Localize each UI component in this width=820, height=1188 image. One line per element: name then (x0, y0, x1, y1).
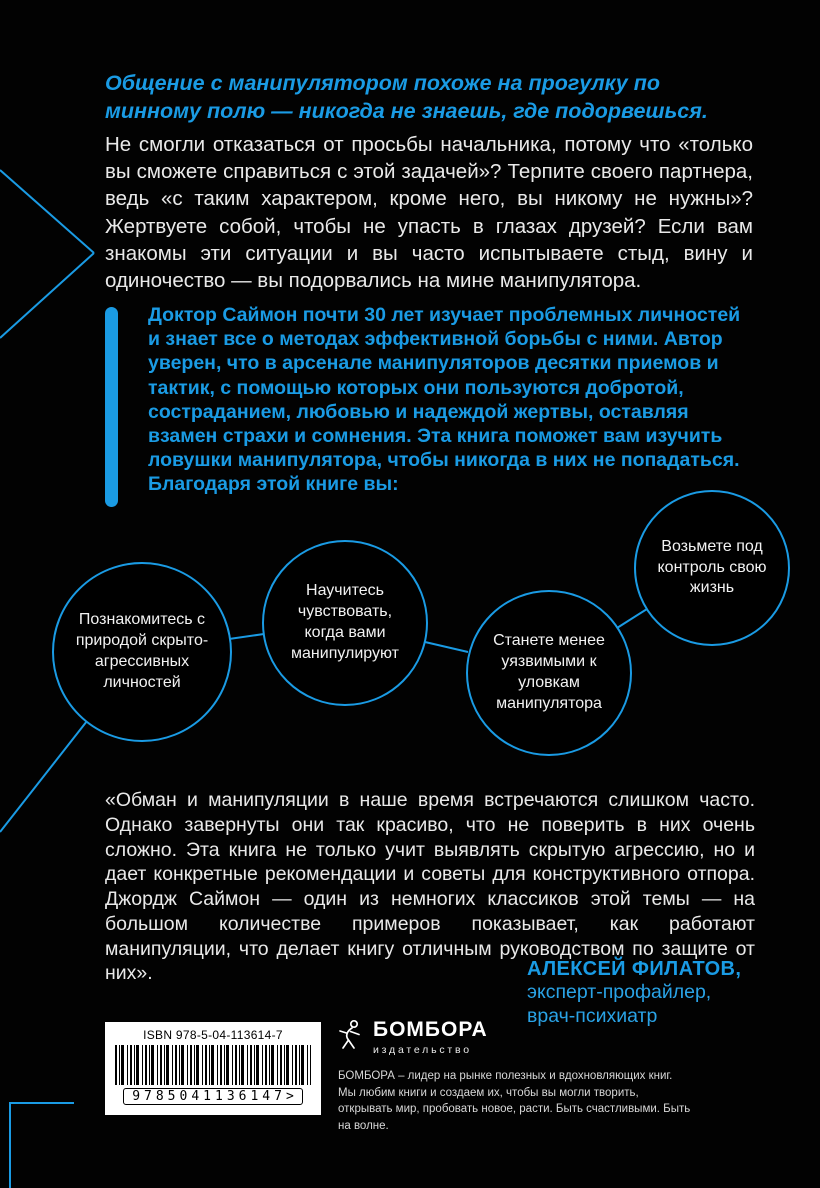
barcode-bars (115, 1045, 311, 1085)
barcode-digits: 9785041136147> (123, 1088, 303, 1105)
publisher-about-text: БОМБОРА – лидер на рынке полезных и вдохновляющих книг. Мы любим книги и создаем их, чтобы вы могли творить, открывать мир, пробовать новое, расти. Быть счастливыми. Быть на волне. (338, 1070, 691, 1133)
bombora-logo-icon (338, 1019, 364, 1056)
about-text: Доктор Саймон почти 30 лет изучает проблемных личностей и знает все о методах эффективной борьбы с ними. Автор уверен, что в арсенале манипуляторов десятки приемов и тактик, с помощью которых они пользуются добротой, состраданием, любовью и надеждой жертвы, оставляя взамен страхи и сомнения. Эта книга поможет вам изучить ловушки манипулятора, чтобы никогда в них не попадаться. (148, 304, 741, 472)
intro-heading: Общение с манипулятором похоже на прогулку по минному полю — никогда не знаешь, где подорвешься. (105, 71, 708, 123)
review-author-name: АЛЕКСЕЙ ФИЛАТОВ, (527, 958, 742, 980)
publisher-logo-row (338, 1018, 692, 1056)
accent-bar (105, 307, 118, 507)
intro-body: Не смогли отказаться от просьбы начальника, потому что «только вы сможете справиться с этой задачей»? Терпите своего партнера, ведь «с таким характером, кроме него, вы никому не нужны»? Жертвуете собой, чтобы не упасть в глазах друзей? Если вам знакомы эти ситуации и вы часто испытываете стыд, вину и одиночество — вы подорвались на мине манипулятора. (105, 132, 753, 293)
benefit-circle-2 (262, 540, 428, 706)
review-quote: «Обман и манипуляции в наше время встречаются слишком часто. Однако завернуты они так красиво, что не поверить в них очень сложно. Эта книга не только учит выявлять скрытую агрессию, но и дает конкретные рекомендации и советы для конструктивного отпора. Джордж Саймон — один из немногих классиков этой темы — на большом количестве примеров показывает, как работают манипуляции, что делает книгу отличным руководством по защите от них». (105, 789, 755, 985)
benefit-label-1: Познакомитесь с природой скрыто-агрессивных личностей (75, 611, 209, 691)
benefit-label-2: Научитесь чувствовать, когда вами манипулируют (291, 582, 399, 662)
review-author-role-1: эксперт-профайлер, (527, 981, 712, 1003)
publisher-type: издательство (373, 1044, 472, 1056)
publisher-block (338, 1018, 692, 1135)
benefit-label-4: Возьмете под контроль свою жизнь (657, 537, 767, 597)
publisher-wordmark (373, 1018, 488, 1056)
intro-section (105, 70, 753, 294)
benefit-circle-1 (52, 562, 232, 742)
benefit-label-3: Станете менее уязвимыми к уловкам манипулятора (493, 632, 605, 712)
about-lead-in: Благодаря этой книге вы: (148, 473, 399, 496)
benefit-circle-4 (634, 490, 790, 646)
isbn-text: ISBN 978-5-04-113614-7 (143, 1028, 283, 1042)
about-section (105, 303, 747, 496)
benefit-circle-3 (466, 590, 632, 756)
barcode-block (105, 1022, 321, 1115)
review-author-role-2: врач-психиатр (527, 1004, 658, 1027)
publisher-name: БОМБОРА (373, 1018, 488, 1041)
